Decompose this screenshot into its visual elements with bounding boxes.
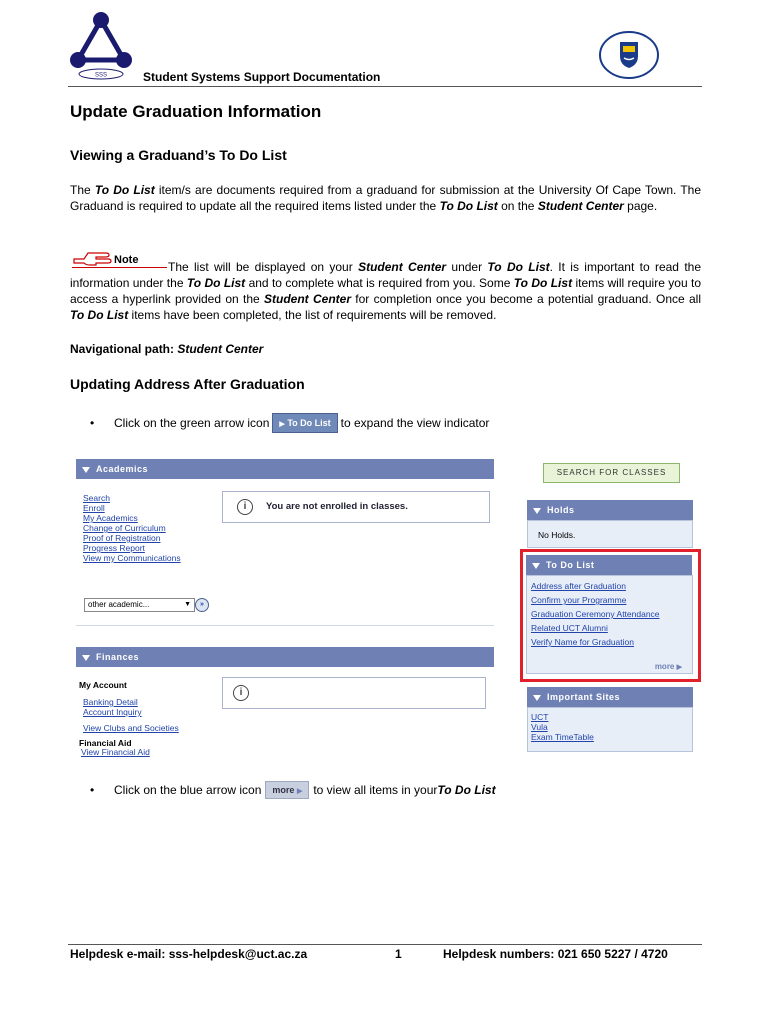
go-icon[interactable]: »: [195, 598, 209, 612]
footer-rule: [68, 944, 702, 945]
academics-link[interactable]: View my Communications: [83, 553, 181, 563]
section-heading-updating: Updating Address After Graduation: [70, 376, 305, 392]
arrow-right-icon: ▶: [296, 788, 303, 795]
to-do-list-panel-header[interactable]: To Do List: [526, 555, 692, 575]
to-do-item-link[interactable]: Address after Graduation: [531, 581, 626, 591]
academics-link[interactable]: Enroll: [83, 503, 105, 513]
financial-aid-label: Financial Aid: [79, 738, 132, 748]
more-button[interactable]: more ▶: [265, 781, 309, 799]
financial-aid-link[interactable]: View Financial Aid: [81, 747, 150, 757]
academics-links: [83, 493, 181, 563]
uct-crest-icon: [598, 30, 660, 80]
academics-link[interactable]: Proof of Registration: [83, 533, 161, 543]
to-do-list-button[interactable]: ▶ To Do List: [272, 413, 337, 433]
more-link[interactable]: more ▶: [654, 662, 682, 671]
academics-link[interactable]: Change of Curriculum: [83, 523, 166, 533]
to-do-list-panel-body: [526, 575, 693, 674]
page-title: Update Graduation Information: [70, 102, 322, 121]
to-do-item-link[interactable]: Confirm your Programme: [531, 595, 627, 605]
chevron-down-icon: ▼: [184, 601, 191, 608]
holds-panel-header[interactable]: Holds: [527, 500, 693, 520]
academics-panel-header[interactable]: Academics: [76, 459, 494, 479]
account-link[interactable]: Account Inquiry: [83, 707, 142, 717]
account-links: [83, 697, 179, 733]
to-do-item-link[interactable]: Verify Name for Graduation: [531, 637, 634, 647]
sss-logo: [70, 10, 136, 80]
navigational-path: Navigational path: Student Center: [70, 342, 264, 356]
academics-link[interactable]: My Academics: [83, 513, 138, 523]
footer-phones: Helpdesk numbers: 021 650 5227 / 4720: [443, 947, 668, 961]
academics-link[interactable]: Search: [83, 493, 110, 503]
svg-text:SSS: SSS: [94, 72, 108, 79]
important-sites-panel-header[interactable]: Important Sites: [527, 687, 693, 707]
search-for-classes-button[interactable]: SEARCH FOR CLASSES: [543, 463, 680, 483]
arrow-right-icon: ▶: [676, 664, 682, 671]
other-academic-select[interactable]: other academic... ▼: [84, 598, 195, 612]
important-site-link[interactable]: UCT: [531, 712, 549, 722]
divider: [76, 625, 494, 626]
footer-page-number: 1: [395, 947, 402, 961]
account-link[interactable]: View Clubs and Societies: [83, 723, 179, 733]
bullet-item-1: • Click on the green arrow icon ▶ To Do List to expand the view indicator: [90, 413, 489, 433]
holds-panel-body: No Holds.: [527, 520, 693, 548]
bullet-item-2: • Click on the blue arrow icon more ▶ to view all items in your To Do List: [90, 783, 496, 797]
header-title: Student Systems Support Documentation: [143, 70, 381, 84]
important-sites-panel-body: [527, 707, 693, 752]
academics-link[interactable]: Progress Report: [83, 543, 145, 553]
header-rule: [68, 86, 702, 87]
important-site-link[interactable]: Exam TimeTable: [531, 732, 594, 742]
bullet-icon: •: [90, 416, 95, 430]
note-paragraph: The list will be displayed on your Student Center under To Do List. It is important to read the information under the To Do List and to complete what is required from you. Some To Do List items will require you to access a hyperlink provided on the Student Center for completion once you become a potential graduand. Once all To Do List items have been completed, the list of requirements will be removed.: [70, 260, 702, 322]
important-site-link[interactable]: Vula: [531, 722, 548, 732]
to-do-item-link[interactable]: Related UCT Alumni: [531, 623, 608, 633]
to-do-item-link[interactable]: Graduation Ceremony Attendance: [531, 609, 660, 619]
my-account-label: My Account: [79, 680, 127, 690]
account-link[interactable]: Banking Detail: [83, 697, 138, 707]
finances-message-box: [222, 677, 486, 709]
not-enrolled-message: i You are not enrolled in classes.: [222, 491, 490, 523]
finances-panel-header[interactable]: Finances: [76, 647, 494, 667]
note-label: Note: [114, 254, 139, 266]
info-icon: i: [237, 499, 253, 515]
bullet-icon: •: [90, 783, 95, 797]
intro-paragraph: The To Do List item/s are documents required from a graduand for submission at the University Of Cape Town. The Graduand is required to update all the required items listed under the To Do List on the Student Center page.: [70, 183, 701, 213]
section-heading-viewing: Viewing a Graduand’s To Do List: [70, 147, 287, 163]
footer-email: Helpdesk e-mail: sss-helpdesk@uct.ac.za: [70, 947, 308, 961]
info-icon: i: [233, 685, 249, 701]
